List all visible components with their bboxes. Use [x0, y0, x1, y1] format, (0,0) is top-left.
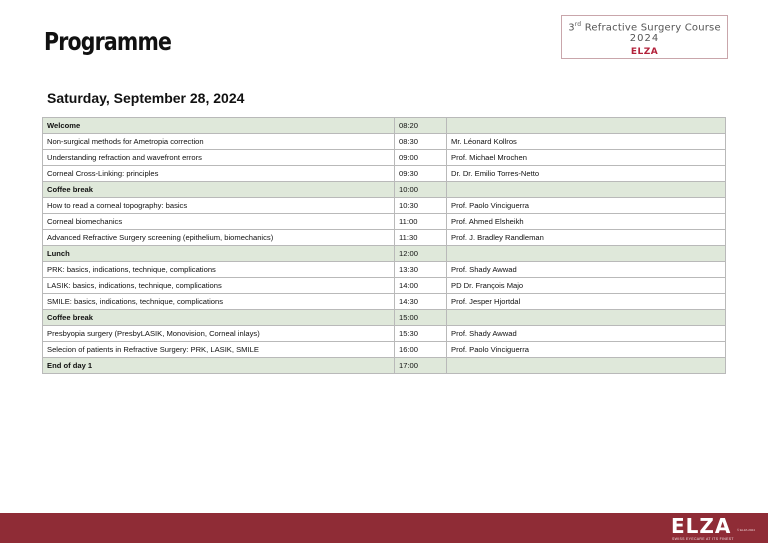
time-cell: 13:30 [395, 262, 447, 278]
table-row [43, 198, 726, 214]
time-cell: 09:30 [395, 166, 447, 182]
course-year: 2024 [629, 33, 660, 44]
topic-cell: Lunch [43, 246, 395, 262]
table-row [43, 214, 726, 230]
time-cell: 10:30 [395, 198, 447, 214]
topic-cell: Coffee break [43, 310, 395, 326]
footer-tagline: SWISS EYECARE AT ITS FINEST [672, 537, 734, 541]
table-row [43, 310, 726, 326]
speaker-cell: Prof. J. Bradley Randleman [447, 230, 726, 246]
topic-cell: Advanced Refractive Surgery screening (epithelium, biomechanics) [43, 230, 395, 246]
topic-cell: Welcome [43, 118, 395, 134]
speaker-cell [447, 182, 726, 198]
time-cell: 15:30 [395, 326, 447, 342]
speaker-cell: Prof. Shady Awwad [447, 326, 726, 342]
speaker-cell: Prof. Michael Mrochen [447, 150, 726, 166]
topic-cell: LASIK: basics, indications, technique, complications [43, 278, 395, 294]
topic-cell: How to read a corneal topography: basics [43, 198, 395, 214]
time-cell: 14:00 [395, 278, 447, 294]
topic-cell: Non-surgical methods for Ametropia correction [43, 134, 395, 150]
course-badge [561, 15, 728, 59]
page-title: Programme [44, 27, 172, 56]
table-row [43, 150, 726, 166]
topic-cell: Understanding refraction and wavefront errors [43, 150, 395, 166]
speaker-cell [447, 310, 726, 326]
course-ordinal-suffix: rd [574, 21, 582, 28]
speaker-cell: Dr. Dr. Emilio Torres-Netto [447, 166, 726, 182]
topic-cell: PRK: basics, indications, technique, complications [43, 262, 395, 278]
topic-cell: End of day 1 [43, 358, 395, 374]
table-row [43, 230, 726, 246]
table-row [43, 326, 726, 342]
time-cell: 10:00 [395, 182, 447, 198]
course-name: Refractive Surgery Course [581, 22, 721, 34]
table-row [43, 166, 726, 182]
footer-logo: ELZA [671, 514, 732, 538]
table-row [43, 262, 726, 278]
speaker-cell: Prof. Shady Awwad [447, 262, 726, 278]
speaker-cell [447, 118, 726, 134]
topic-cell: Presbyopia surgery (PresbyLASIK, Monovision, Corneal inlays) [43, 326, 395, 342]
table-row [43, 278, 726, 294]
course-ordinal: 3 [568, 22, 575, 34]
time-cell: 14:30 [395, 294, 447, 310]
speaker-cell: Mr. Léonard Kollros [447, 134, 726, 150]
footer-bar [0, 513, 768, 543]
topic-cell: Coffee break [43, 182, 395, 198]
topic-cell: Corneal Cross-Linking: principles [43, 166, 395, 182]
schedule-date: Saturday, September 28, 2024 [47, 90, 245, 106]
table-row [43, 246, 726, 262]
time-cell: 08:20 [395, 118, 447, 134]
topic-cell: Corneal biomechanics [43, 214, 395, 230]
topic-cell: SMILE: basics, indications, technique, complications [43, 294, 395, 310]
speaker-cell [447, 246, 726, 262]
table-row [43, 134, 726, 150]
speaker-cell [447, 358, 726, 374]
time-cell: 11:30 [395, 230, 447, 246]
speaker-cell: Prof. Ahmed Elsheikh [447, 214, 726, 230]
speaker-cell: Prof. Paolo Vinciguerra [447, 342, 726, 358]
footer-copyright: © ELZA 2024 [737, 528, 755, 532]
table-row [43, 182, 726, 198]
time-cell: 09:00 [395, 150, 447, 166]
time-cell: 12:00 [395, 246, 447, 262]
course-logo: ELZA [630, 47, 659, 57]
table-row [43, 342, 726, 358]
table-row [43, 358, 726, 374]
schedule-table [42, 117, 726, 374]
table-row [43, 294, 726, 310]
time-cell: 11:00 [395, 214, 447, 230]
speaker-cell: PD Dr. François Majo [447, 278, 726, 294]
speaker-cell: Prof. Paolo Vinciguerra [447, 198, 726, 214]
table-row [43, 118, 726, 134]
time-cell: 17:00 [395, 358, 447, 374]
speaker-cell: Prof. Jesper Hjortdal [447, 294, 726, 310]
course-title [562, 21, 727, 33]
time-cell: 15:00 [395, 310, 447, 326]
topic-cell: Selecion of patients in Refractive Surgery: PRK, LASIK, SMILE [43, 342, 395, 358]
schedule-body [43, 118, 726, 374]
time-cell: 08:30 [395, 134, 447, 150]
time-cell: 16:00 [395, 342, 447, 358]
